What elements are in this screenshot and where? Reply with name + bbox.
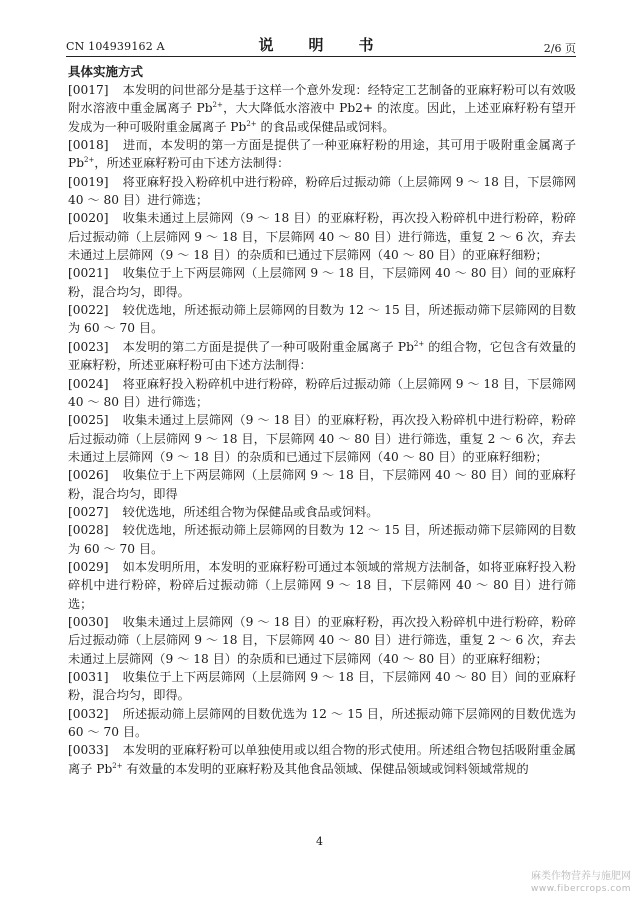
- paragraph-number: [0027]: [68, 504, 109, 519]
- paragraph-text: 收集位于上下两层筛网（上层筛网 9 ～ 18 目，下层筛网 40 ～ 80 目）间的亚麻籽粉，混合均匀，即得: [68, 468, 576, 501]
- paragraph-text: 将亚麻籽投入粉碎机中进行粉碎，粉碎后过振动筛（上层筛网 9 ～ 18 目，下层筛网 40 ～ 80 目）进行筛选；: [68, 376, 576, 409]
- paragraph-number: [0025]: [68, 413, 109, 428]
- body-text: [68, 81, 576, 778]
- paragraph-text: 将亚麻籽投入粉碎机中进行粉碎，粉碎后过振动筛（上层筛网 9 ～ 18 目，下层筛网 40 ～ 80 目）进行筛选；: [68, 174, 576, 208]
- paragraph-text: 较优选地，所述组合物为保健品或食品或饲料。: [122, 504, 379, 519]
- doc-number: CN 104939162 A: [66, 40, 165, 53]
- paragraph-text: 较优选地，所述振动筛上层筛网的目数为 12 ～ 15 目，所述振动筛下层筛网的目数为 60 ～ 70 目。: [68, 523, 576, 556]
- watermark-url: www.fibercrops.com: [531, 884, 631, 894]
- paragraph-number: [0026]: [68, 468, 109, 483]
- paragraph-number: [0030]: [68, 614, 109, 629]
- section-title: 具体实施方式: [68, 64, 144, 79]
- paragraph: [68, 338, 576, 375]
- paragraph-number: [0021]: [68, 266, 109, 281]
- paragraph-text: 所述振动筛上层筛网的目数优选为 12 ～ 15 目，所述振动筛下层筛网的目数优选为 60 ～ 70 目。: [68, 706, 576, 740]
- paragraph-text: 进而，本发明的第一方面是提供了一种亚麻籽粉的用途，其可用于吸附重金属离子 $Pb^{2+}$，所述亚麻籽粉可由下述方法制得：: [68, 138, 576, 171]
- paragraph: [68, 668, 576, 705]
- paragraph: [68, 81, 576, 136]
- paragraph-text: 本发明的问世部分是基于这样一个意外发现：经特定工艺制备的亚麻籽粉可以有效吸附水溶液中重金属离子 $Pb^{2+}$，大大降低水溶液中 Pb2+ 的浓度。因此，上述亚麻籽粉有望开发成为一种可吸附重金属离子 $Pb^{2+}$ 的食品或保健品或饲料。: [68, 83, 576, 134]
- paragraph: [68, 209, 576, 264]
- paragraph-text: 本发明的亚麻籽粉可以单独使用或以组合物的形式使用。所述组合物包括吸附重金属离子 $Pb^{2+}$ 有效量的本发明的亚麻籽粉及其他食品领域、保健品领域或饲料领域常规的: [68, 743, 576, 776]
- paragraph-number: [0028]: [68, 523, 109, 538]
- paragraph: [68, 705, 576, 742]
- paragraph-number: [0022]: [68, 303, 109, 318]
- paragraph: [68, 466, 576, 503]
- paragraph-text: 收集位于上下两层筛网（上层筛网 9 ～ 18 目，下层筛网 40 ～ 80 目）间的亚麻籽粉，混合均匀，即得。: [68, 266, 576, 299]
- page-number: 4: [316, 835, 323, 848]
- doc-title: 说 明 书: [258, 36, 384, 54]
- paragraph: [68, 521, 576, 558]
- paragraph-number: [0023]: [68, 339, 109, 354]
- paragraph-text: 收集位于上下两层筛网（上层筛网 9 ～ 18 目，下层筛网 40 ～ 80 目）间的亚麻籽粉，混合均匀，即得。: [68, 670, 576, 703]
- paragraph: [68, 301, 576, 338]
- paragraph-text: 如本发明所用，本发明的亚麻籽粉可通过本领域的常规方法制备，如将亚麻籽投入粉碎机中进行粉碎，粉碎后过振动筛（上层筛网 9 ～ 18 目，下层筛网 40 ～ 80 目）进行筛选；: [68, 559, 576, 611]
- paragraph: [68, 503, 576, 521]
- paragraph-number: [0017]: [68, 83, 109, 97]
- paragraph: [68, 375, 576, 412]
- paragraph-text: 收集未通过上层筛网（9 ～ 18 目）的亚麻籽粉，再次投入粉碎机中进行粉碎，粉碎后过振动筛（上层筛网 9 ～ 18 目，下层筛网 40 ～ 80 目）进行筛选，重复 2 ～ 6 次，弃去未通过上层筛网（9 ～ 18 目）的杂质和已通过下层筛网（40 ～ 80 目）的亚麻籽细粉；: [68, 211, 576, 263]
- paragraph-number: [0031]: [68, 670, 109, 684]
- paragraph-text: 收集未通过上层筛网（9 ～ 18 目）的亚麻籽粉，再次投入粉碎机中进行粉碎，粉碎后过振动筛（上层筛网 9 ～ 18 目，下层筛网 40 ～ 80 目）进行筛选，重复 2 ～ 6 次，弃去未通过上层筛网（9 ～ 18 目）的杂质和已通过下层筛网（40 ～ 80 目）的亚麻籽细粉；: [68, 413, 576, 464]
- paragraph-number: [0033]: [68, 743, 109, 758]
- paragraph-number: [0024]: [68, 376, 109, 391]
- page-header: [66, 34, 576, 57]
- paragraph: [68, 741, 576, 778]
- paragraph-text: 收集未通过上层筛网（9 ～ 18 目）的亚麻籽粉，再次投入粉碎机中进行粉碎，粉碎后过振动筛（上层筛网 9 ～ 18 目，下层筛网 40 ～ 80 目）进行筛选，重复 2 ～ 6 次，弃去未通过上层筛网（9 ～ 18 目）的杂质和已通过下层筛网（40 ～ 80 目）的亚麻籽细粉；: [68, 614, 576, 666]
- paragraph-number: [0029]: [68, 559, 109, 574]
- paragraph: [68, 173, 576, 210]
- paragraph-text: 本发明的第二方面是提供了一种可吸附重金属离子 $Pb^{2+}$ 的组合物，它包含有效量的亚麻籽粉，所述亚麻籽粉可由下述方法制得：: [68, 339, 576, 373]
- paragraph: [68, 411, 576, 466]
- paragraph: [68, 264, 576, 301]
- page-indicator: 2/6 页: [543, 42, 576, 55]
- paragraph: [68, 558, 576, 613]
- paragraph-number: [0019]: [68, 174, 109, 189]
- paragraph-text: 较优选地，所述振动筛上层筛网的目数为 12 ～ 15 目，所述振动筛下层筛网的目数为 60 ～ 70 目。: [68, 303, 576, 336]
- paragraph: [68, 613, 576, 668]
- watermark-title: 麻类作物营养与施肥网: [531, 871, 631, 882]
- watermark: [531, 871, 631, 895]
- paragraph-number: [0020]: [68, 211, 109, 226]
- paragraph: [68, 136, 576, 173]
- paragraph-number: [0032]: [68, 706, 109, 721]
- paragraph-number: [0018]: [68, 138, 109, 153]
